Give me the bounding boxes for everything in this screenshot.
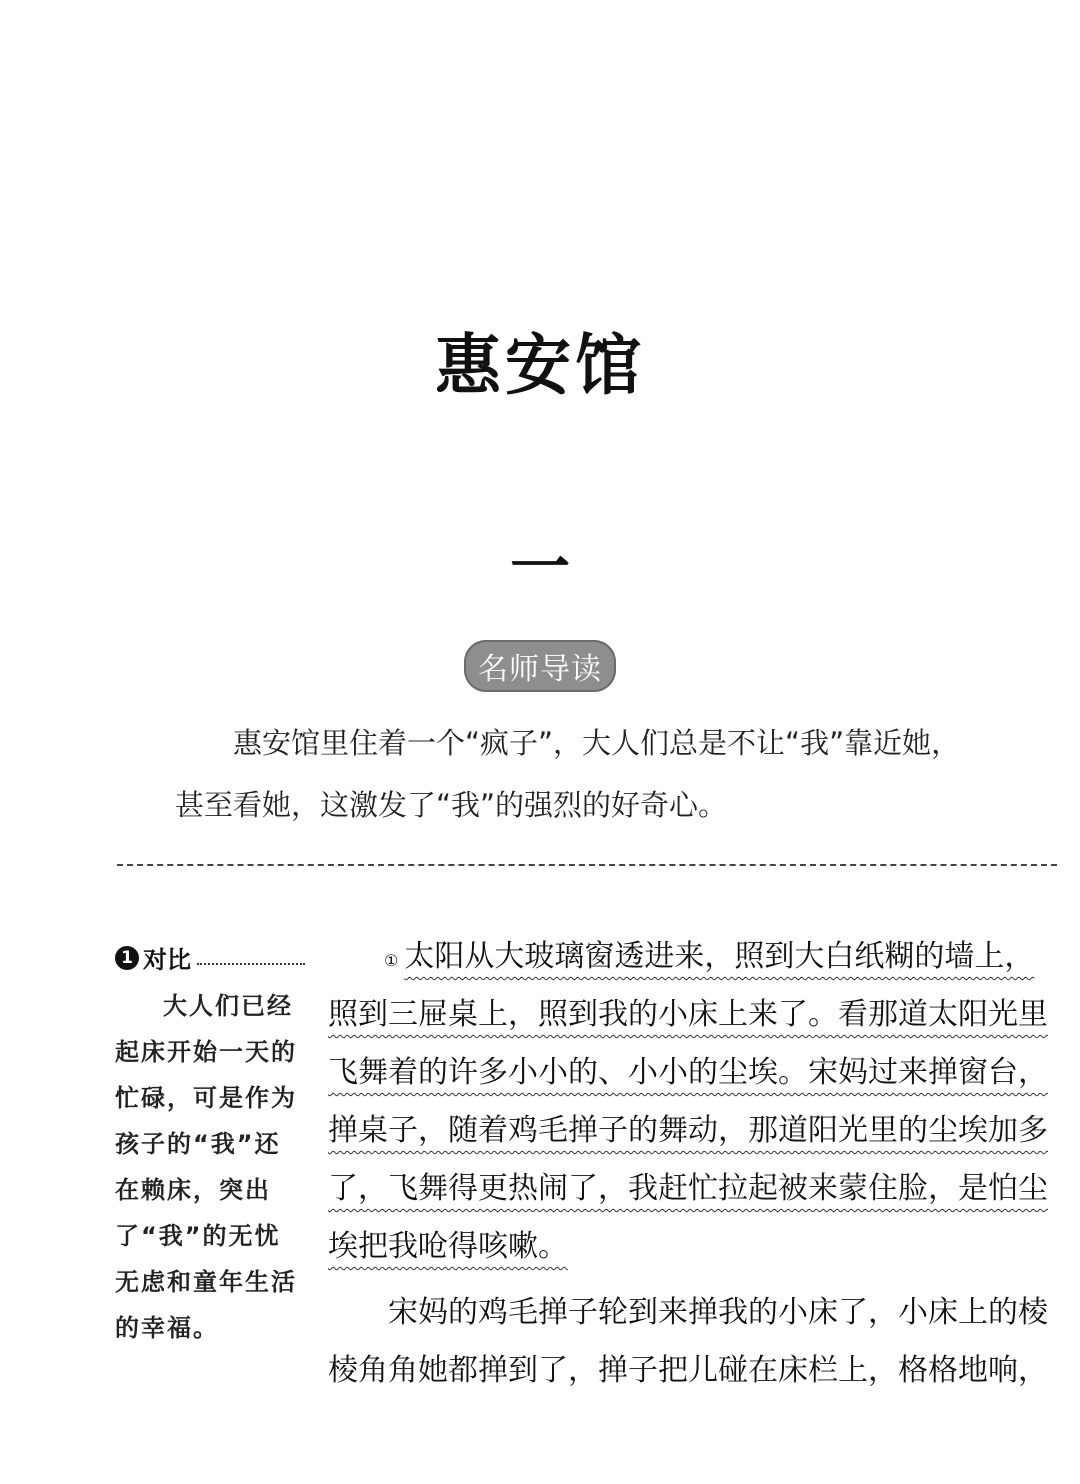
section-divider bbox=[117, 864, 1057, 866]
chapter-number: 一 bbox=[510, 533, 570, 603]
underlined-passage: 太阳从大玻璃窗透进来，照到大白纸糊的墙上，照到三屉桌上，照到我的小床上来了。看那道太阳光里飞舞着的许多小小的、小小的尘埃。宋妈过来掸窗台，掸桌子，随着鸡毛掸子的舞动，那道阳光里的尘埃加多了，飞舞得更热闹了，我赶忙拉起被来蒙住脸，是怕尘埃把我呛得咳嗽。 bbox=[328, 939, 1048, 1264]
paragraph-2: 宋妈的鸡毛掸子轮到来掸我的小床了，小床上的棱棱角角她都掸到了，掸子把儿碰在床栏上，格格地响， bbox=[328, 1295, 1048, 1388]
annotation-label: 对比 bbox=[143, 946, 191, 974]
annotation-marker: ① bbox=[384, 951, 399, 970]
annotation-text: 大人们已经起床开始一天的忙碌，可是作为孩子的“我”还在赖床，突出了“我”的无忧无虑和童年生活的幸福。 bbox=[115, 992, 297, 1342]
page-title: 惠安馆 bbox=[435, 327, 645, 404]
guide-text bbox=[175, 712, 1055, 836]
guide-badge-wrap bbox=[0, 640, 1080, 692]
guide-line-1: 惠安馆里住着一个“疯子”，大人们总是不让“我”靠近她， bbox=[233, 726, 961, 760]
annotation-header bbox=[115, 940, 305, 975]
main-text bbox=[328, 928, 1063, 1400]
guide-badge: 名师导读 bbox=[464, 640, 616, 692]
guide-line-2: 甚至看她，这激发了“我”的强烈的好奇心。 bbox=[175, 788, 728, 822]
annotation-number-icon: 1 bbox=[115, 946, 139, 970]
side-annotation bbox=[115, 940, 305, 1351]
paragraph-1 bbox=[328, 928, 1063, 1276]
annotation-dotted-leader bbox=[197, 951, 305, 965]
